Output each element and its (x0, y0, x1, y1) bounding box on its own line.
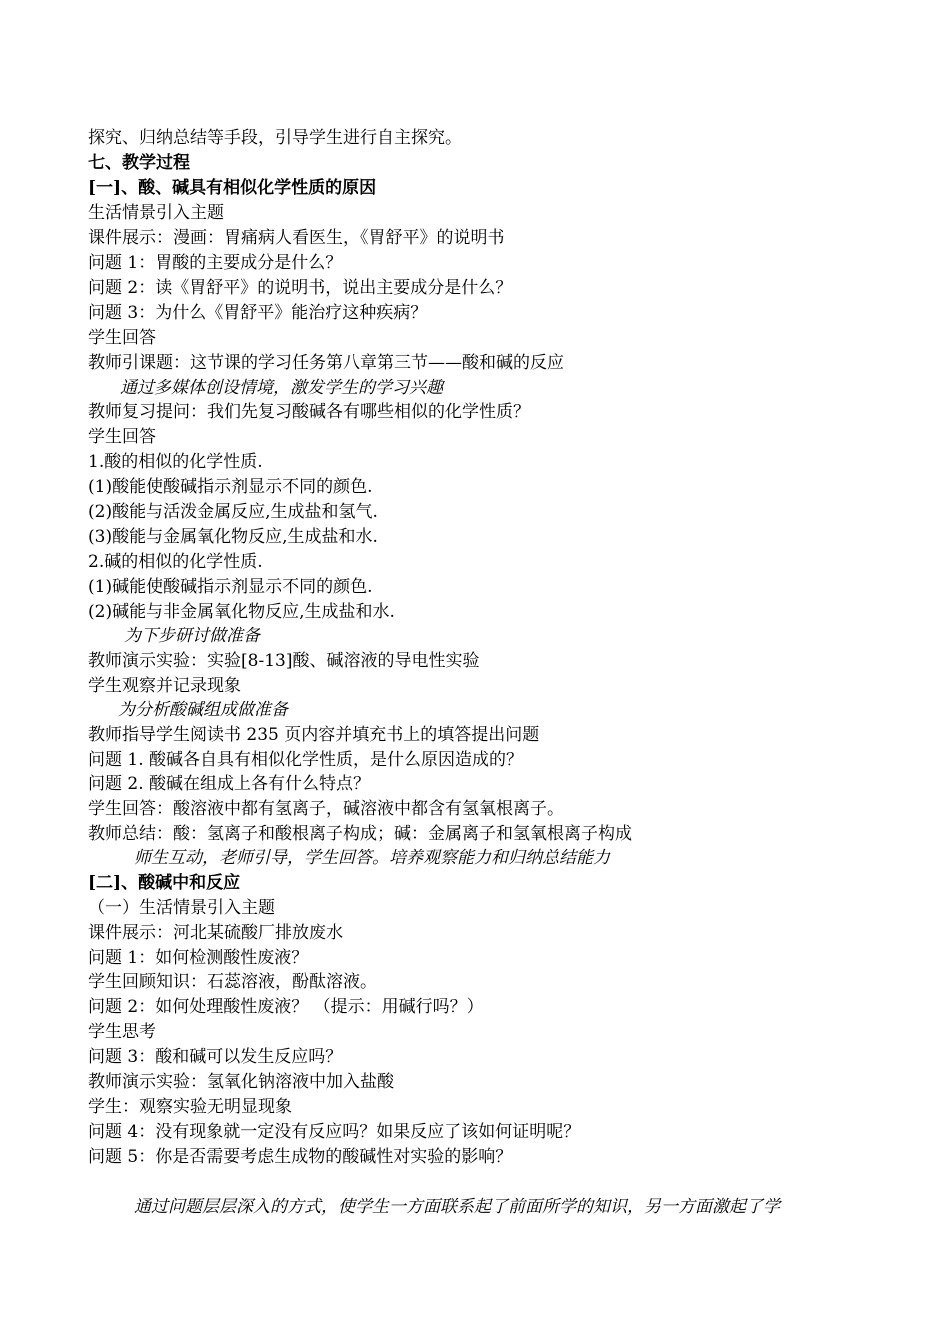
teaching-note: 为分析酸碱组成做准备 (118, 700, 288, 720)
text-line: (2)碱能与非金属氧化物反应,生成盐和水. (88, 602, 395, 622)
text-line: 问题 1. 酸碱各自具有相似化学性质，是什么原因造成的？ (88, 750, 524, 770)
text-line: 生活情景引入主题 (88, 203, 224, 223)
text-line: 学生观察并记录现象 (88, 676, 241, 696)
text-line: 课件展示：漫画：胃痛病人看医生，《胃舒平》的说明书 (88, 228, 505, 248)
text-line: 问题 1：如何检测酸性废液？ (88, 948, 309, 968)
text-line: 学生回答：酸溶液中都有氢离子，碱溶液中都含有氢氧根离子。 (88, 799, 564, 819)
text-line: 问题 4：没有现象就一定没有反应吗？如果反应了该如何证明呢？ (88, 1122, 581, 1142)
text-line: 1.酸的相似的化学性质. (88, 452, 263, 472)
text-line: 问题 3：为什么《胃舒平》能治疗这种疾病？ (88, 303, 428, 323)
section-heading: [一]、酸、碱具有相似化学性质的原因 (88, 178, 377, 198)
text-line: 学生回顾知识：石蕊溶液，酚酞溶液。 (88, 972, 377, 992)
text-line: 教师演示实验：实验[8-13]酸、碱溶液的导电性实验 (88, 651, 480, 671)
text-line: 学生回答 (88, 427, 156, 447)
text-line: (3)酸能与金属氧化物反应,生成盐和水. (88, 527, 378, 547)
teaching-note: 为下步研讨做准备 (124, 626, 260, 646)
text-line: 学生：观察实验无明显现象 (88, 1097, 292, 1117)
teaching-note: 通过多媒体创设情境，激发学生的学习兴趣 (120, 378, 443, 398)
text-line: 教师复习提问：我们先复习酸碱各有哪些相似的化学性质？ (88, 402, 530, 422)
text-line: 课件展示：河北某硫酸厂排放废水 (88, 923, 343, 943)
text-line: 学生回答 (88, 328, 156, 348)
text-line: 问题 2. 酸碱在组成上各有什么特点？ (88, 774, 371, 794)
section-heading: [二]、酸碱中和反应 (88, 873, 241, 893)
text-line: （一）生活情景引入主题 (88, 898, 275, 918)
text-line: 教师指导学生阅读书 235 页内容并填充书上的填答提出问题 (88, 725, 540, 745)
text-line: 学生思考 (88, 1022, 156, 1042)
teaching-note: 通过问题层层深入的方式，使学生一方面联系起了前面所学的知识，另一方面激起了学 (134, 1197, 780, 1217)
text-line: 问题 3：酸和碱可以发生反应吗？ (88, 1047, 343, 1067)
text-line: 探究、归纳总结等手段，引导学生进行自主探究。 (88, 128, 462, 148)
text-line: 2.碱的相似的化学性质. (88, 552, 263, 572)
text-line: 问题 1：胃酸的主要成分是什么？ (88, 253, 343, 273)
text-line: 教师总结：酸：氢离子和酸根离子构成；碱：金属离子和氢氧根离子构成 (88, 824, 632, 844)
text-line: (1)碱能使酸碱指示剂显示不同的颜色. (88, 577, 373, 597)
text-line: (2)酸能与活泼金属反应,生成盐和氢气. (88, 502, 378, 522)
text-line: 教师演示实验：氢氧化钠溶液中加入盐酸 (88, 1072, 394, 1092)
text-line: 教师引课题：这节课的学习任务第八章第三节——酸和碱的反应 (88, 353, 564, 373)
text-line: 问题 5：你是否需要考虑生成物的酸碱性对实验的影响？ (88, 1147, 513, 1167)
text-line: 问题 2：读《胃舒平》的说明书，说出主要成分是什么？ (88, 278, 513, 298)
teaching-note: 师生互动，老师引导，学生回答。培养观察能力和归纳总结能力 (134, 848, 610, 868)
text-line: (1)酸能使酸碱指示剂显示不同的颜色. (88, 477, 373, 497)
section-heading: 七、教学过程 (88, 153, 190, 173)
text-line: 问题 2：如何处理酸性废液？ （提示：用碱行吗？） (88, 997, 484, 1017)
